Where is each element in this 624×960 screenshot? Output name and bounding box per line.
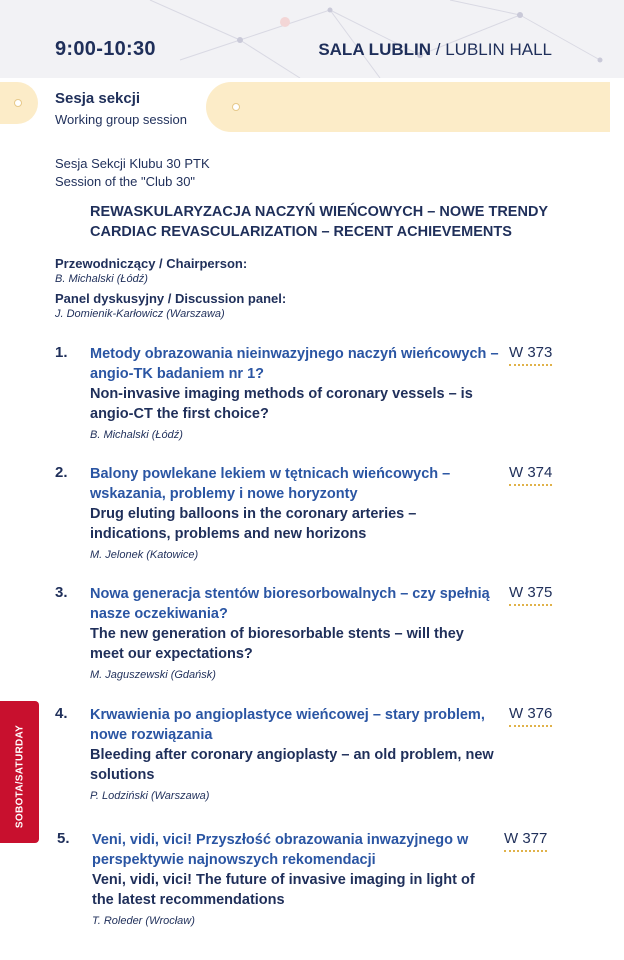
session-title-pl: REWASKULARYZACJA NACZYŃ WIEŃCOWYCH – NOWE TRENDY — [90, 204, 549, 220]
talk-title-en: Non-invasive imaging methods of coronary vessels – is angio-CT the first choice? — [90, 386, 473, 422]
session-type-en: Working group session — [55, 112, 187, 127]
talk-title-pl: Balony powlekane lekiem w tętnicach wieńcowych – wskazania, problemy i nowe horyzonty — [90, 466, 451, 502]
club-session-en: Session of the "Club 30" — [55, 174, 196, 189]
chairperson-name: B. Michalski (Łódź) — [55, 273, 148, 285]
talk-title-en: Drug eluting balloons in the coronary arteries – indications, problems and new horizons — [90, 506, 417, 542]
panel-name: J. Domienik-Karłowicz (Warszawa) — [55, 308, 225, 320]
talk-title-en: Bleeding after coronary angioplasty – an old problem, new solutions — [90, 747, 494, 783]
day-side-tab — [0, 701, 39, 843]
decorative-band-left — [0, 82, 38, 124]
talk-code: W 374 — [509, 464, 552, 486]
talk-title-pl: Veni, vidi, vici! Przyszłość obrazowania inwazyjnego w perspektywie najnowszych rekomendacji — [92, 832, 469, 868]
talk-speaker: M. Jelonek (Katowice) — [90, 549, 199, 561]
hall-name-pl: SALA LUBLIN — [318, 40, 432, 59]
session-title-en: CARDIAC REVASCULARIZATION – RECENT ACHIEVEMENTS — [90, 224, 512, 240]
talk-code: W 377 — [504, 830, 547, 852]
talk-title-en: Veni, vidi, vici! The future of invasive imaging in light of the latest recommendations — [92, 872, 475, 908]
chairperson-label: Przewodniczący / Chairperson: — [55, 256, 248, 271]
hall-name — [318, 40, 552, 60]
talk-title-pl: Krwawienia po angioplastyce wieńcowej – stary problem, nowe rozwiązania — [90, 707, 485, 743]
talk-number: 4. — [55, 705, 68, 722]
talk-title-pl: Metody obrazowania nieinwazyjnego naczyń wieńcowych – angio-TK badaniem nr 1? — [90, 346, 499, 382]
talk-code: W 376 — [509, 705, 552, 727]
session-type-pl: Sesja sekcji — [55, 90, 141, 107]
hall-separator: / — [435, 40, 441, 59]
talk-code: W 375 — [509, 584, 552, 606]
club-session-pl: Sesja Sekcji Klubu 30 PTK — [55, 156, 210, 171]
talk-speaker: M. Jaguszewski (Gdańsk) — [90, 669, 216, 681]
talk-code: W 373 — [509, 344, 552, 366]
talk-title-pl: Nowa generacja stentów bioresorbowalnych – czy spełnią nasze oczekiwania? — [90, 586, 490, 622]
talk-number: 2. — [55, 464, 68, 481]
decorative-band-right — [206, 82, 610, 132]
talk-title-en: The new generation of bioresorbable stents – will they meet our expectations? — [90, 626, 464, 662]
hall-name-en: LUBLIN HALL — [445, 40, 552, 59]
talk-speaker: T. Roleder (Wrocław) — [92, 915, 195, 927]
talk-speaker: P. Lodziński (Warszawa) — [90, 790, 210, 802]
talk-number: 5. — [57, 830, 70, 847]
day-label: SOBOTA/SATURDAY — [14, 724, 26, 829]
talk-number: 3. — [55, 584, 68, 601]
panel-label: Panel dyskusyjny / Discussion panel: — [55, 291, 287, 306]
page-header — [0, 0, 624, 78]
talk-speaker: B. Michalski (Łódź) — [90, 429, 183, 441]
band-dot — [232, 103, 240, 111]
session-time: 9:00-10:30 — [55, 38, 156, 60]
band-dot — [14, 99, 22, 107]
talk-number: 1. — [55, 344, 68, 361]
